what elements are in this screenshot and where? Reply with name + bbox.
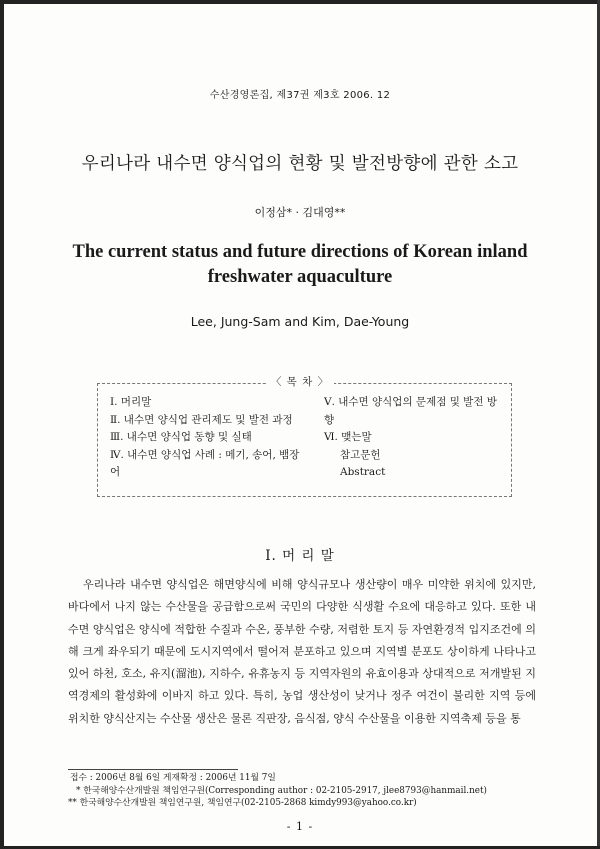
paper-title-korean: 우리나라 내수면 양식업의 현황 및 발전방향에 관한 소고 [81,154,519,174]
toc-item: Ⅲ. 내수면 양식업 동향 및 실태 [110,431,252,444]
footnotes [68,772,548,810]
journal-header: 수산경영론집, 제37권 제3호 2006. 12 [209,90,391,101]
footnote-author-2: ** 한국해양수산개발원 책임연구원, 책임연구(02-2105-2868 kimdy993@yahoo.co.kr) [68,798,417,808]
toc-item: Ⅵ. 맺는말 [324,431,372,444]
footnote-author-1: * 한국해양수산개발원 책임연구원(Corresponding author : 02-2105-2917, jlee8793@hanmail.net) [76,785,487,796]
page-number: - 1 - [286,820,314,833]
paper-title-english: The current status and future directions of Korean inland freshwater aquaculture [72,242,528,287]
toc-item: Ⅳ. 내수면 양식업 사례 : 메기, 송어, 뱀장어 [110,448,300,479]
authors-english: Lee, Jung-Sam and Kim, Dae-Young [190,314,410,329]
footnote-divider [68,769,238,770]
toc-item: Ⅰ. 머리말 [110,396,152,408]
toc-item: Abstract [340,466,386,479]
footnote-dates: 접수 : 2006년 8월 6일 게재확정 : 2006년 11월 7일 [70,773,276,783]
body-paragraph: 우리나라 내수면 양식업은 해면양식에 비해 양식규모나 생산량이 매우 미약한 위치에 있지만, 바다에서 나지 않는 수산물을 공급함으로써 국민의 다양한 식생활 수요에 대응하고 있다. 또한 내수면 양식업은 양식에 적합한 수질과 수온, 풍부한 수량, 저렴한 토지 등 자연환경적 입지조건에 의해 크게 좌우되기 때문에 도시지역에서 떨어져 분포하고 있으며 지역별 분포도 상이하게 나타나고 있어 하천, 호소, 유지(溜池), 지하수, 유휴농지 등 지역자원의 유효이용과 상대적으로 저개발된 지역경제의 활성화에 이바지 하고 있다. 특히, 농업 생산성이 낮거나 정주 여건이 불리한 지역 등에 위치한 양식산지는 수산물 생산은 물론 직판장, 음식점, 양식 수산물을 이용한 지역축제 등을 통 [68,578,536,725]
scan-border-top [0,0,600,4]
toc-column-right [324,394,504,482]
toc-column-left [110,394,300,482]
toc-item: Ⅴ. 내수면 양식업의 문제점 및 발전 방향 [324,396,497,426]
toc-title: 〈 목 차 〉 [0,374,600,389]
toc-item: Ⅱ. 내수면 양식업 관리제도 및 발전 과정 [110,413,293,426]
scan-border-left [0,0,4,849]
authors-korean: 이정삼* · 김대영** [254,206,346,219]
section-heading-introduction: Ⅰ. 머 리 말 [265,548,335,564]
toc-item: 참고문헌 [340,448,381,461]
